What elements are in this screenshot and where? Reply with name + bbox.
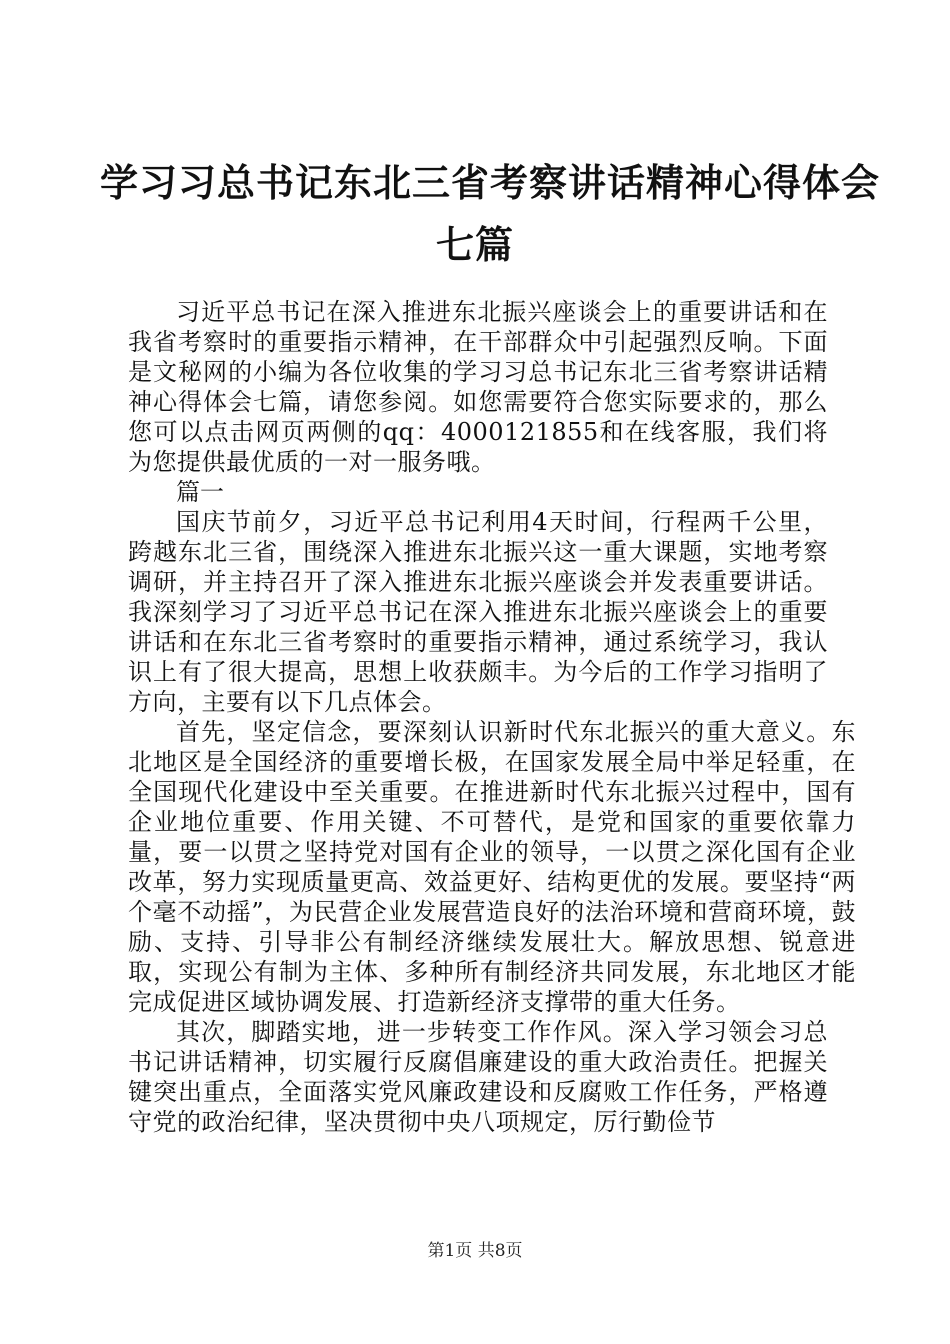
document-title-line-2: 七篇 xyxy=(435,222,514,267)
body-paragraph-3: 其次，脚踏实地，进一步转变工作作风。深入学习领会习总书记讲话精神，切实履行反腐倡廉建设的重大政治责任。把握关键突出重点，全面落实党风廉政建设和反腐败工作任务，严格遵守党的政治纪律，坚决贯彻中央八项规定，厉行勤俭节 xyxy=(128,1018,828,1136)
page-number: 第1页 共8页 xyxy=(427,1241,523,1261)
body-paragraph-1: 国庆节前夕，习近平总书记利用4天时间，行程两千公里，跨越东北三省，围绕深入推进东北振兴这一重大课题，实地考察调研，并主持召开了深入推进东北振兴座谈会并发表重要讲话。我深刻学习了习近平总书记在深入推进东北振兴座谈会上的重要讲话和在东北三省考察时的重要指示精神，通过系统学习，我认识上有了很大提高，思想上收获颇丰。为今后的工作学习指明了方向，主要有以下几点体会。 xyxy=(128,508,828,716)
page-footer xyxy=(0,1240,950,1262)
body-paragraph-2: 首先，坚定信念，要深刻认识新时代东北振兴的重大意义。东北地区是全国经济的重要增长极，在国家发展全局中举足轻重，在全国现代化建设中至关重要。在推进新时代东北振兴过程中，国有企业地位重要、作用关键、不可替代，是党和国家的重要依靠力量，要一以贯之坚持党对国有企业的领导，一以贯之深化国有企业改革，努力实现质量更高、效益更好、结构更优的发展。要坚持“两个毫不动摇”，为民营企业发展营造良好的法治环境和营商环境，鼓励、支持、引导非公有制经济继续发展壮大。解放思想、锐意进取，实现公有制为主体、多种所有制经济共同发展，东北地区才能完成促进区域协调发展、打造新经济支撑带的重大任务。 xyxy=(128,718,856,1016)
section-heading: 篇一 xyxy=(176,478,224,506)
document-title-line-1: 学习习总书记东北三省考察讲话精神心得体会 xyxy=(100,160,881,205)
document-body xyxy=(128,297,856,1137)
intro-paragraph: 习近平总书记在深入推进东北振兴座谈会上的重要讲话和在我省考察时的重要指示精神，在干部群众中引起强烈反响。下面是文秘网的小编为各位收集的学习习总书记东北三省考察讲话精神心得体会七篇，请您参阅。如您需要符合您实际要求的，那么您可以点击网页两侧的qq：4000121855和在线客服，我们将为您提供最优质的一对一服务哦。 xyxy=(128,298,828,476)
